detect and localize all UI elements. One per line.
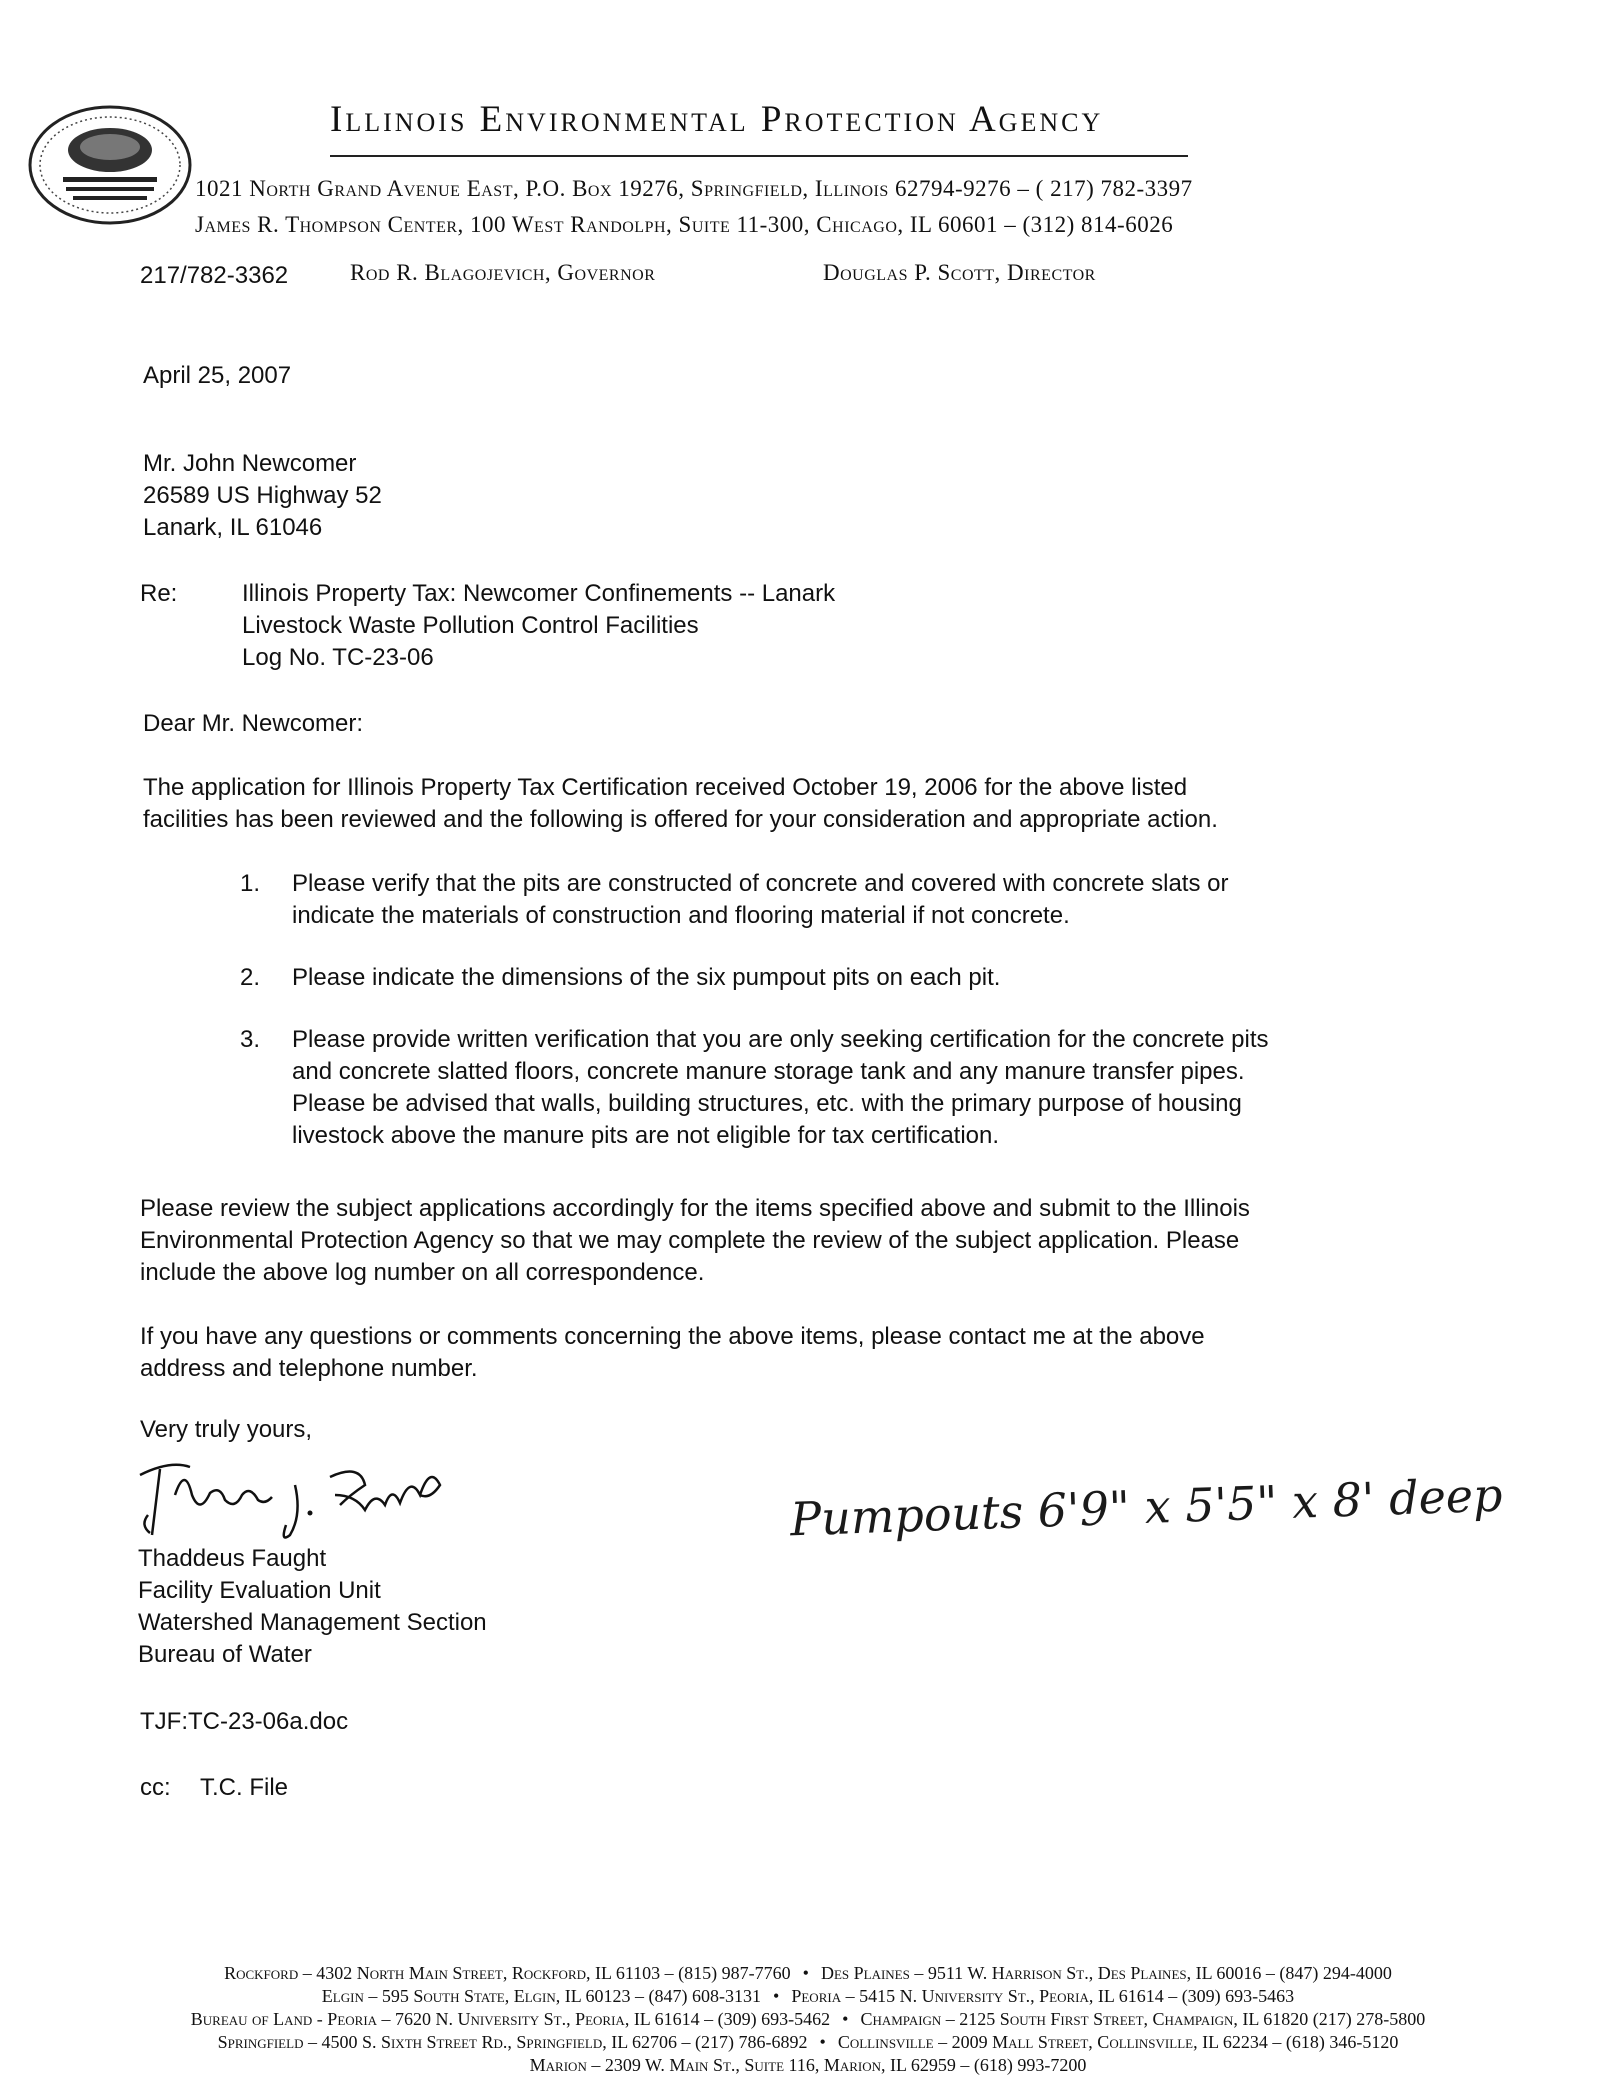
recipient-city: Lanark, IL 61046 bbox=[143, 514, 323, 541]
contact-line: If you have any questions or comments concerning the above items, please contact me at the above bbox=[140, 1323, 1205, 1350]
re-label: Re: bbox=[140, 580, 178, 607]
signature-block bbox=[138, 1543, 487, 1671]
cc-label: cc: bbox=[140, 1774, 171, 1801]
director-name: Douglas P. Scott, Director bbox=[823, 260, 1096, 285]
review-paragraph bbox=[140, 1193, 1250, 1289]
list-item-line: livestock above the manure pits are not eligible for tax certification. bbox=[292, 1122, 1000, 1149]
office-champaign: Champaign – 2125 South First Street, Champaign, IL 61820 (217) 278-5800 bbox=[860, 2009, 1426, 2029]
intro-line: facilities has been reviewed and the following is offered for your consideration and appropriate action. bbox=[143, 806, 1218, 833]
list-item-line: Please be advised that walls, building structures, etc. with the primary purpose of housing bbox=[292, 1090, 1242, 1117]
list-item-line: Please provide written verification that you are only seeking certification for the concrete pits bbox=[292, 1026, 1269, 1053]
intro-line: The application for Illinois Property Tax Certification received October 19, 2006 for the above listed bbox=[143, 774, 1188, 801]
contact-line: address and telephone number. bbox=[140, 1355, 478, 1382]
letterhead-rule bbox=[330, 155, 1188, 157]
review-line: include the above log number on all correspondence. bbox=[140, 1259, 705, 1286]
log-number: Log No. TC-23-06 bbox=[242, 644, 434, 671]
intro-paragraph bbox=[143, 772, 1218, 836]
recipient-street: 26589 US Highway 52 bbox=[143, 482, 382, 509]
list-item-line: Please verify that the pits are constructed of concrete and covered with concrete slats or bbox=[292, 870, 1229, 897]
office-rockford: Rockford – 4302 North Main Street, Rockford, IL 61103 – (815) 987-7760 bbox=[224, 1963, 791, 1983]
office-peoria: Peoria – 5415 N. University St., Peoria, IL 61614 – (309) 693-5463 bbox=[791, 1986, 1295, 2006]
office-des-plaines: Des Plaines – 9511 W. Harrison St., Des Plaines, IL 60016 – (847) 294-4000 bbox=[820, 1963, 1392, 1983]
office-marion: Marion – 2309 W. Main St., Suite 116, Marion, IL 62959 – (618) 993-7200 bbox=[529, 2055, 1087, 2075]
list-number: 1. bbox=[240, 870, 261, 897]
list-item-line: Please indicate the dimensions of the six pumpout pits on each pit. bbox=[292, 964, 1001, 991]
review-line: Please review the subject applications accordingly for the items specified above and submit to the Illinois bbox=[140, 1195, 1250, 1222]
governor-name: Rod R. Blagojevich, Governor bbox=[350, 260, 656, 285]
signer-section: Watershed Management Section bbox=[138, 1609, 487, 1636]
letter-date: April 25, 2007 bbox=[143, 362, 292, 389]
list-number: 3. bbox=[240, 1026, 261, 1053]
agency-name: Illinois Environmental Protection Agency bbox=[330, 99, 1104, 140]
footer-line bbox=[0, 1985, 1616, 2008]
salutation: Dear Mr. Newcomer: bbox=[143, 710, 364, 737]
contact-paragraph bbox=[140, 1321, 1205, 1385]
signer-name: Thaddeus Faught bbox=[138, 1545, 327, 1572]
office-springfield: Springfield – 4500 S. Sixth Street Rd., Springfield, IL 62706 – (217) 786-6892 bbox=[217, 2032, 808, 2052]
list-item-line: indicate the materials of construction and flooring material if not concrete. bbox=[292, 902, 1070, 929]
contact-phone: 217/782-3362 bbox=[140, 262, 289, 289]
document-reference: TJF:TC-23-06a.doc bbox=[140, 1708, 349, 1735]
chicago-address: James R. Thompson Center, 100 West Randolph, Suite 11-300, Chicago, IL 60601 – (312) 814-6026 bbox=[195, 212, 1174, 237]
signer-bureau: Bureau of Water bbox=[138, 1641, 312, 1668]
footer-line bbox=[0, 1962, 1616, 1985]
separator-dot: • bbox=[802, 1963, 809, 1983]
footer-line bbox=[0, 2008, 1616, 2031]
carbon-copy bbox=[140, 1772, 289, 1804]
officials-line bbox=[140, 260, 1096, 290]
review-line: Environmental Protection Agency so that we may complete the review of the subject application. Please bbox=[140, 1227, 1240, 1254]
office-elgin: Elgin – 595 South State, Elgin, IL 60123 – (847) 608-3131 bbox=[321, 1986, 762, 2006]
separator-dot: • bbox=[773, 1986, 780, 2006]
handwritten-note: Pumpouts 6'9" x 5'5" x 8' deep bbox=[789, 1467, 1504, 1547]
office-collinsville: Collinsville – 2009 Mall Street, Collinsville, IL 62234 – (618) 346-5120 bbox=[837, 2032, 1399, 2052]
list-item-line: and concrete slatted floors, concrete manure storage tank and any manure transfer pipes. bbox=[292, 1058, 1245, 1085]
footer-line bbox=[0, 2031, 1616, 2054]
cc-value: T.C. File bbox=[200, 1774, 289, 1801]
separator-dot: • bbox=[842, 2009, 849, 2029]
closing: Very truly yours, bbox=[140, 1416, 313, 1443]
list-number: 2. bbox=[240, 964, 261, 991]
regional-offices-footer bbox=[0, 1962, 1616, 2077]
handwritten-signature bbox=[130, 1455, 510, 1545]
subject-line-1: Illinois Property Tax: Newcomer Confinements -- Lanark bbox=[242, 580, 836, 607]
footer-line bbox=[0, 2054, 1616, 2077]
recipient-name: Mr. John Newcomer bbox=[143, 450, 357, 477]
subject-line-2: Livestock Waste Pollution Control Facilities bbox=[242, 612, 699, 639]
office-bol-peoria: Bureau of Land - Peoria – 7620 N. University St., Peoria, IL 61614 – (309) 693-5462 bbox=[190, 2009, 831, 2029]
separator-dot: • bbox=[819, 2032, 826, 2052]
signer-unit: Facility Evaluation Unit bbox=[138, 1577, 381, 1604]
agency-seal bbox=[28, 105, 193, 225]
springfield-address: 1021 North Grand Avenue East, P.O. Box 19276, Springfield, Illinois 62794-9276 – ( 217) 782-3397 bbox=[195, 176, 1193, 201]
recipient-address bbox=[143, 448, 382, 544]
